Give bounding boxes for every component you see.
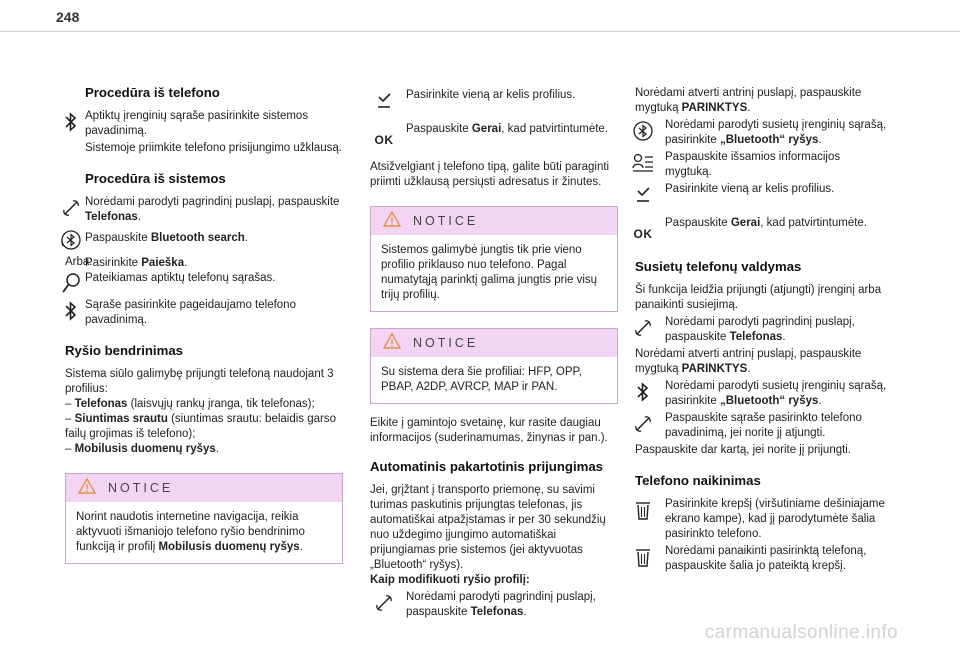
column-3 xyxy=(635,86,887,576)
paragraph: Ši funkcija leidžia prijungti (atjungti) įrenginį arba panaikinti susiejimą. xyxy=(635,284,882,311)
step-row xyxy=(57,227,343,253)
step-text: Norėdami parodyti susietų įrenginių sąrašą, pasirinkite „Bluetooth“ ryšys. xyxy=(665,119,887,146)
paragraph: Sistema siūlo galimybę prijungti telefoną naudojant 3 profilius: xyxy=(65,368,334,395)
step-row xyxy=(57,109,343,139)
page-number: 248 xyxy=(56,9,80,25)
step-row xyxy=(629,216,887,242)
checkbox-check-icon xyxy=(629,182,657,208)
section-title-sharing: Ryšio bendrinimas xyxy=(65,343,183,358)
notice-header xyxy=(371,329,617,357)
notice-box xyxy=(65,473,343,564)
step-text: Paspauskite Gerai, kad patvirtintumėte. xyxy=(665,217,868,229)
notice-title: NOTICE xyxy=(413,213,479,228)
step-text: Pasirinkite vieną ar kelis profilius. xyxy=(665,183,835,195)
section-title-from-system: Procedūra iš sistemos xyxy=(85,171,226,186)
trash-icon xyxy=(629,544,657,570)
list-item: – Mobilusis duomenų ryšys. xyxy=(65,443,220,455)
sharing-body xyxy=(65,367,343,564)
step-text: Paspauskite Gerai, kad patvirtintumėte. xyxy=(406,123,609,135)
warning-icon xyxy=(383,333,401,354)
notice-body: Sistemos galimybė jungtis tik prie vieno profilio priklauso nuo telefono. Pagal numatytąją parinktį galima jungtis prie visų trijų profilių. xyxy=(381,244,598,301)
paragraph: Norėdami atverti antrinį puslapį, paspauskite mygtuką PARINKTYS. xyxy=(635,348,862,375)
notice-header xyxy=(371,207,617,235)
notice-box xyxy=(370,328,618,404)
notice-box xyxy=(370,206,618,312)
step-text: Norėdami parodyti pagrindinį puslapį, paspauskite Telefonas. xyxy=(85,196,340,223)
bluetooth-search-icon xyxy=(629,118,657,144)
checkbox-check-icon xyxy=(370,88,398,114)
bluetooth-search-icon xyxy=(57,227,85,253)
step-row xyxy=(629,411,887,441)
watermark: carmanualsonline.info xyxy=(704,622,898,643)
step-text: Norėdami parodyti susietų įrenginių sąrašą, pasirinkite „Bluetooth“ ryšys. xyxy=(665,380,887,407)
phone-handset-icon xyxy=(629,411,657,437)
list-item: – Telefonas (laisvųjų rankų įranga, tik telefonas); xyxy=(65,398,315,410)
paragraph: Eikite į gamintojo svetainę, kur rasite daugiau informacijos (suderinamumas, žinynas ir pan.). xyxy=(370,417,608,444)
bluetooth-icon xyxy=(629,379,657,405)
step-row xyxy=(57,298,343,328)
step-text: Paspauskite sąraše pasirinkto telefono pavadinimą, jei norite jį atjungti. xyxy=(665,412,862,439)
phone-handset-icon xyxy=(370,590,398,616)
phone-handset-icon xyxy=(629,315,657,341)
paragraph: Atsižvelgiant į telefono tipą, galite būti paraginti priimti užklausą persiųsti adresatus ir žinutes. xyxy=(370,161,610,188)
column-2 xyxy=(370,86,618,622)
warning-icon xyxy=(383,211,401,232)
step-row xyxy=(370,88,618,114)
step-row xyxy=(370,590,618,620)
step-row xyxy=(629,544,887,574)
paragraph: Norėdami atverti antrinį puslapį, paspauskite mygtuką PARINKTYS. xyxy=(635,87,862,114)
paragraph: Jei, grįžtant į transporto priemonę, su savimi turimas paskutinis prijungtas telefonas, jis automatiškai atpažįstamas ir per 30 sekundžių nuo uždegimo įjungimo automatiškai prijungiamas prie sistemos (jei aktyvuotas „Bluetooth“ ryšys). xyxy=(370,484,606,571)
subheading: Kaip modifikuoti ryšio profilį: xyxy=(370,574,530,586)
section-title-paired-phones: Susietų telefonų valdymas xyxy=(635,259,802,274)
notice-body: Su sistema dera šie profiliai: HFP, OPP, PBAP, A2DP, AVRCP, MAP ir PAN. xyxy=(381,366,582,393)
paragraph: Sistemoje priimkite telefono prisijungimo užklausą. xyxy=(85,142,342,154)
notice-title: NOTICE xyxy=(413,335,479,350)
section-title-auto-reconnect: Automatinis pakartotinis prijungimas xyxy=(370,459,604,474)
step-row xyxy=(629,497,887,542)
bluetooth-icon xyxy=(57,298,85,324)
header-divider xyxy=(0,31,960,32)
step-text: Paspauskite išsamios informacijos mygtuką. xyxy=(665,151,841,178)
paragraph-or: Arba: xyxy=(65,256,93,268)
step-row xyxy=(629,182,887,208)
step-row xyxy=(629,379,887,409)
step-text: Pasirinkite vieną ar kelis profilius. xyxy=(406,89,576,101)
ok-label: OK xyxy=(374,133,394,147)
step-text: Norėdami parodyti pagrindinį puslapį, paspauskite Telefonas. xyxy=(406,591,596,618)
step-row xyxy=(629,118,887,148)
step-row xyxy=(629,150,887,180)
ok-label: OK xyxy=(633,227,653,241)
step-row xyxy=(629,315,887,345)
notice-body: Norint naudotis internetine navigacija, reikia aktyvuoti išmaniojo telefono ryšio bendrinimo funkciją ir profilį Mobilusis duomenų ryšys. xyxy=(76,511,305,553)
step-text: Paspauskite Bluetooth search. xyxy=(85,232,248,244)
section-title-delete-phone: Telefono naikinimas xyxy=(635,473,761,488)
warning-icon xyxy=(78,478,96,499)
search-icon xyxy=(57,270,85,296)
details-list-icon xyxy=(629,150,657,176)
trash-icon xyxy=(629,497,657,523)
list-item: – Siuntimas srautu (siuntimas srautu: belaidis garso failų grojimas iš telefono); xyxy=(65,413,337,440)
section-title-from-phone: Procedūra iš telefono xyxy=(85,85,220,100)
bluetooth-icon xyxy=(57,109,85,135)
step-row xyxy=(370,122,618,148)
phone-handset-icon xyxy=(57,195,85,221)
step-text: Pasirinkite krepšį (viršutiniame dešiniajame ekrano kampe), kad jį parodytumėte šalia pasirinkto telefono. xyxy=(665,498,885,540)
notice-header xyxy=(66,474,342,502)
step-row xyxy=(57,256,343,296)
column-1 xyxy=(65,84,343,574)
step-text: Aptiktų įrenginių sąraše pasirinkite sistemos pavadinimą. xyxy=(85,110,309,137)
step-text: Norėdami panaikinti pasirinktą telefoną, paspauskite šalia jo pateiktą krepšį. xyxy=(665,545,867,572)
step-text: Pasirinkite Paieška. Pateikiamas aptiktų telefonų sąrašas. xyxy=(85,257,276,284)
step-text: Sąraše pasirinkite pageidaujamo telefono pavadinimą. xyxy=(85,299,296,326)
notice-title: NOTICE xyxy=(108,480,174,495)
step-text: Norėdami parodyti pagrindinį puslapį, paspauskite Telefonas. xyxy=(665,316,855,343)
step-row xyxy=(57,195,343,225)
paragraph: Paspauskite dar kartą, jei norite jį prijungti. xyxy=(635,444,852,456)
